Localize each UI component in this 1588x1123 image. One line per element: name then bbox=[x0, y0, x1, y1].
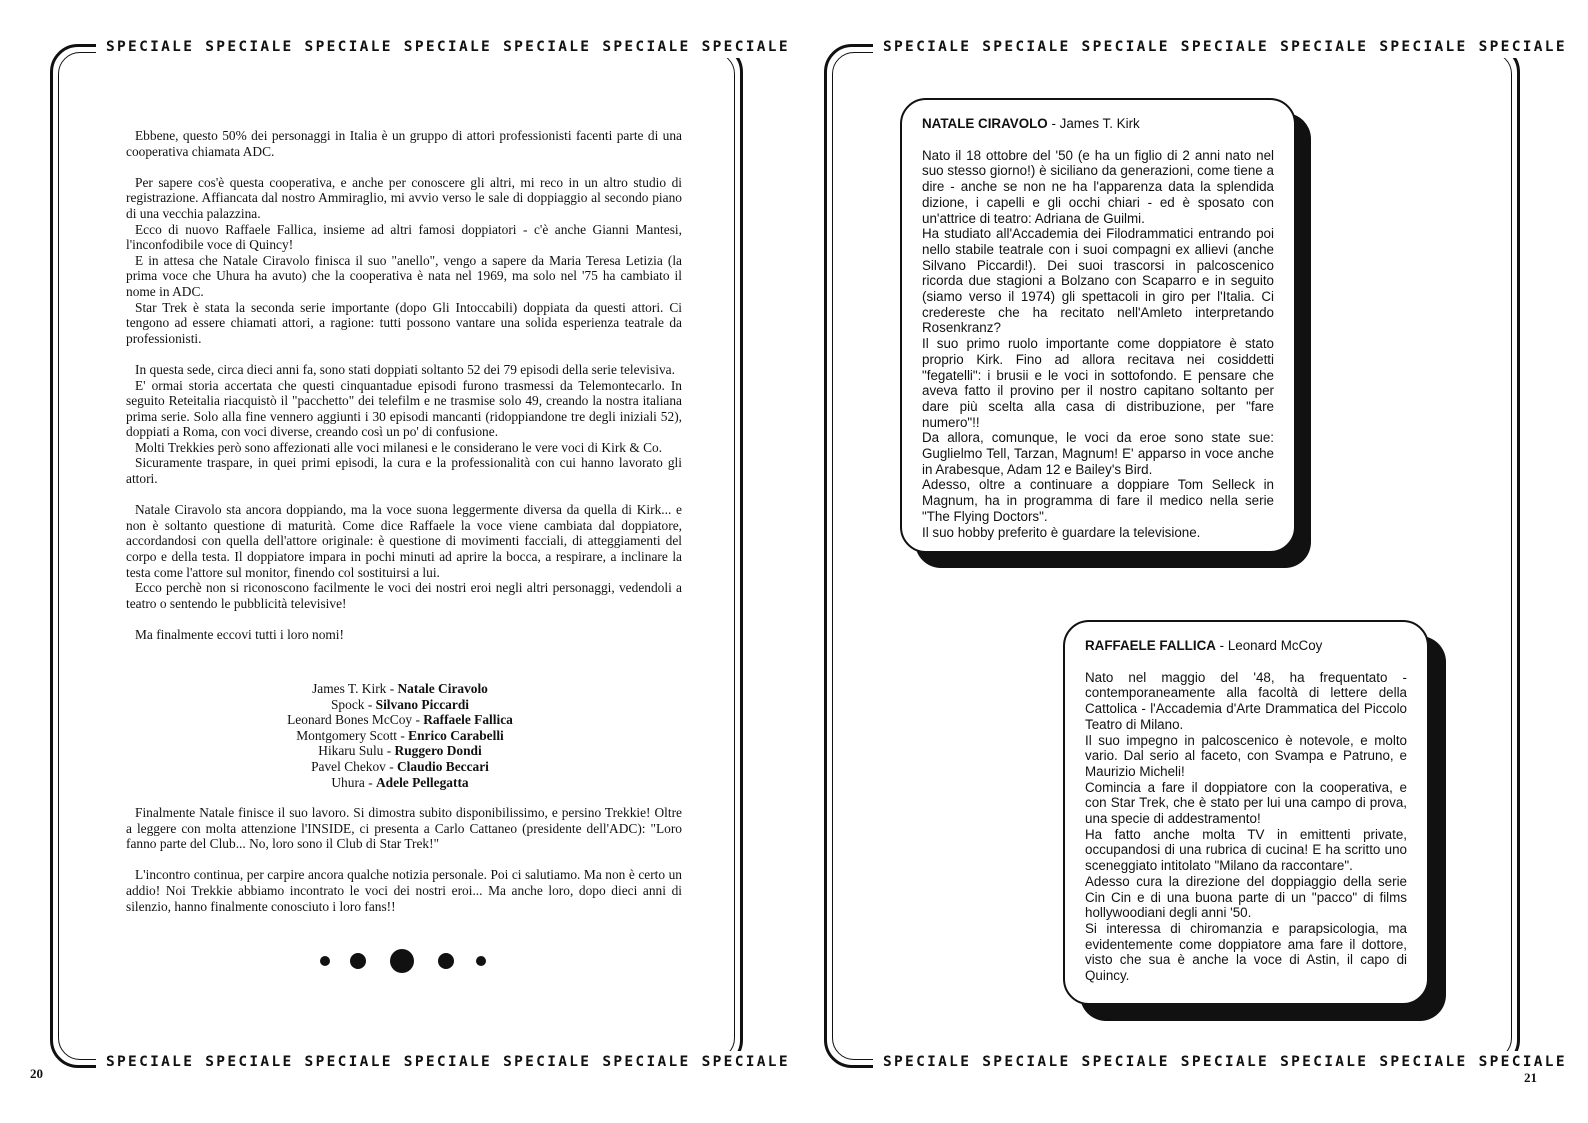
card-paragraph: Nato il 18 ottobre del '50 (e ha un figlio di 2 anni nato nel suo stesso giorno!) è siciliano da generazioni, come tiene a dire - anche se non ne ha l'apparenza data la splendida dizione, i capelli e gli occhi chiari - ed è sposato con un'attrice di teatro: Adriana de Guilmi. bbox=[922, 147, 1274, 226]
card-paragraph: Adesso cura la direzione del doppiaggio della serie Cin Cin e di una buona parte di un "pacco" di films hollywoodiani degli anni '50. bbox=[1085, 873, 1407, 921]
card-name: RAFFAELE FALLICA bbox=[1085, 638, 1216, 653]
paragraph: Ecco di nuovo Raffaele Fallica, insieme ad altri famosi doppiatori - c'è anche Gianni Mantesi, l'inconfodibile voce di Quincy! bbox=[126, 221, 682, 253]
card-paragraph: Il suo impegno in palcoscenico è notevole, e molto vario. Dal serio al faceto, con Svampa e Patruno, e Maurizio Micheli! bbox=[1085, 732, 1407, 779]
paragraph: Star Trek è stata la seconda serie importante (dopo Gli Intoccabili) doppiata da questi attori. Ci tengono ad essere chiamati attori, a ragione: tutti possono vantare una solida esperienza teatrale da professionisti. bbox=[126, 299, 682, 346]
card-paragraph: Da allora, comunque, le voci da eroe sono state sue: Guglielmo Tell, Tarzan, Magnum! E' apparso in voce anche in Arabesque, Adam 12 e Bailey's Bird. bbox=[922, 430, 1274, 477]
right-top-banner bbox=[873, 36, 1577, 58]
card-paragraph: Il suo hobby preferito è guardare la televisione. bbox=[922, 524, 1201, 540]
card-name: NATALE CIRAVOLO bbox=[922, 116, 1048, 131]
card-heading bbox=[1085, 638, 1407, 654]
paragraph: L'incontro continua, per carpire ancora qualche notizia personale. Poi ci salutiamo. Ma non è certo un addio! Noi Trekkie abbiamo incontrato le voci dei nostri eroi... Ma anche loro, dopo dieci anni di silenzio, hanno finalmente conosciuto i loro fans!! bbox=[126, 867, 682, 914]
page-number-left: 20 bbox=[30, 1066, 43, 1081]
profile-card-fallica bbox=[1063, 620, 1429, 1005]
dot bbox=[320, 956, 330, 966]
article-body bbox=[126, 128, 682, 643]
cast-row: Hikaru Sulu - Ruggero Dondi bbox=[318, 743, 482, 759]
paragraph: E in attesa che Natale Ciravolo finisca il suo "anello", vengo a sapere da Maria Teresa Letizia (la prima voce che Uhura ha avuto) che la cooperativa è nata nel 1969, ma solo nel '75 ha cambiato il nome in ADC. bbox=[126, 252, 682, 299]
paragraph: Finalmente Natale finisce il suo lavoro. Si dimostra subito disponibilissimo, e persino Trekkie! Oltre a leggere con molta attenzione l'INSIDE, ci presenta a Carlo Cattaneo (presidente dell'ADC): "Loro fanno parte del Club... No, loro sono il Club di Star Trek!" bbox=[126, 805, 682, 852]
card-role: - James T. Kirk bbox=[1047, 116, 1140, 131]
page-number-right: 21 bbox=[1524, 1070, 1537, 1085]
paragraph: Molti Trekkies però sono affezionati alle voci milanesi e le considerano le vere voci di Kirk & Co. bbox=[135, 439, 663, 455]
dot bbox=[350, 953, 366, 969]
card-paragraph: Ha fatto anche molta TV in emittenti private, occupandosi di una rubrica di cucina! E ha scritto uno sceneggiato intitolato "Milano da raccontare". bbox=[1085, 826, 1407, 874]
banner-text: SPECIALE SPECIALE SPECIALE SPECIALE SPECIALE SPECIALE SPECIALE bbox=[106, 39, 790, 55]
cast-row: Leonard Bones McCoy - Raffaele Fallica bbox=[287, 712, 513, 728]
dot bbox=[438, 953, 454, 969]
paragraph: In questa sede, circa dieci anni fa, sono stati doppiati soltanto 52 dei 79 episodi della serie televisiva. bbox=[135, 361, 675, 377]
card-paragraph: Il suo primo ruolo importante come doppiatore è stato proprio Kirk. Fino ad allora recitava nei cosiddetti "fegatelli": i brusii e le voci in sottofondo. E pensare che aveva fatto il provino per il nostro capitano soltanto per dare più scelta alla casa di distribuzione, per "fare numero"!! bbox=[922, 336, 1274, 430]
banner-text: SPECIALE SPECIALE SPECIALE SPECIALE SPECIALE SPECIALE SPECIALE bbox=[883, 39, 1567, 55]
cast-row: Uhura - Adele Pellegatta bbox=[331, 774, 469, 790]
left-top-banner bbox=[96, 36, 800, 58]
cast-list bbox=[250, 681, 550, 790]
banner-text: SPECIALE SPECIALE SPECIALE SPECIALE SPECIALE SPECIALE SPECIALE bbox=[106, 1054, 790, 1070]
paragraph: Ebbene, questo 50% dei personaggi in Italia è un gruppo di attori professionisti facenti parte di una cooperativa chiamata ADC. bbox=[126, 128, 682, 159]
card-paragraph: Adesso, oltre a continuare a doppiare Tom Selleck in Magnum, ha in programma di fare il medico nella serie "The Flying Doctors". bbox=[922, 477, 1274, 524]
card-paragraph: Si interessa di chiromanzia e parapsicologia, ma evidentemente come doppiatore ama fare il dottore, visto che sua è anche la voce di Astin, il capo di Quincy. bbox=[1085, 920, 1407, 984]
paragraph: Ecco perchè non si riconoscono facilmente le voci dei nostri eroi negli altri personaggi, vedendoli a teatro o sentendo le pubblicità televisive! bbox=[126, 580, 682, 611]
paragraph: Ma finalmente eccovi tutti i loro nomi! bbox=[135, 627, 344, 642]
cast-row: Spock - Silvano Piccardi bbox=[330, 696, 469, 712]
dot bbox=[476, 956, 486, 966]
left-bottom-banner bbox=[96, 1051, 800, 1073]
card-paragraph: Ha studiato all'Accademia dei Filodrammatici entrando poi nello stabile teatrale con i suoi compagni ex allievi (anche Silvano Piccardi!). Dei suoi trascorsi in palcoscenico ricorda due stagioni a Bolzano con Scaparro e in seguito (siamo verso il 1974) gli spettacoli in giro per l'Italia. Ci credereste che ha recitato nell'Amleto interpretando Rosenkranz? bbox=[922, 226, 1274, 336]
right-bottom-banner bbox=[873, 1051, 1577, 1073]
cast-row: Pavel Chekov - Claudio Beccari bbox=[311, 758, 489, 774]
closing-text bbox=[126, 805, 682, 914]
paragraph: E' ormai storia accertata che questi cinquantadue episodi furono trasmessi da Telemontecarlo. In seguito Reteitalia riacquistò il "pacchetto" dei telefilm e ne trasmise solo 49, creando la nostra italiana prima serie. Solo alla fine vennero aggiunti i 30 episodi mancanti (ridoppiandone tre degli iniziali 52), doppiati a Roma, con voci diverse, creando così un po' di confusione. bbox=[126, 377, 682, 440]
paragraph: Sicuramente traspare, in quei primi episodi, la cura e la professionalità con cui hanno lavorato gli attori. bbox=[126, 455, 682, 487]
paragraph: Per sapere cos'è questa cooperativa, e anche per conoscere gli altri, mi reco in un altro studio di registrazione. Affiancata dal nostro Ammiraglio, mi avvio verso le sale di doppiaggio al secondo piano di una vecchia palazzina. bbox=[126, 174, 682, 221]
section-end-dots bbox=[310, 947, 490, 977]
dot bbox=[390, 949, 414, 973]
cast-row: Montgomery Scott - Enrico Carabelli bbox=[296, 727, 504, 743]
paragraph: Natale Ciravolo sta ancora doppiando, ma la voce suona leggermente diversa da quella di Kirk... e non è soltanto questione di maturità. Come dice Raffaele la voce viene cambiata dal doppiatore, accordandosi con quella dell'attore originale: è questione di movimenti facciali, di atteggiamenti del corpo e della testa. Il doppiatore impara in pochi minuti ad aprire la bocca, a respirare, a inclinare la testa come l'attore sul monitor, finendo col sostituirsi a lui. bbox=[126, 502, 682, 580]
card-paragraph: Nato nel maggio del '48, ha frequentato - contemporaneamente alla facoltà di lettere della Cattolica - l'Accademia d'Arte Drammatica del Piccolo Teatro di Milano. bbox=[1085, 669, 1407, 732]
cast-row: James T. Kirk - Natale Ciravolo bbox=[312, 681, 488, 696]
banner-text: SPECIALE SPECIALE SPECIALE SPECIALE SPECIALE SPECIALE SPECIALE bbox=[883, 1054, 1567, 1070]
card-heading bbox=[922, 116, 1274, 132]
profile-card-ciravolo bbox=[900, 98, 1296, 553]
card-paragraph: Comincia a fare il doppiatore con la cooperativa, e con Star Trek, che è stato per lui una campo di prova, una specie di addestramento! bbox=[1085, 779, 1407, 827]
card-role: - Leonard McCoy bbox=[1215, 638, 1323, 653]
